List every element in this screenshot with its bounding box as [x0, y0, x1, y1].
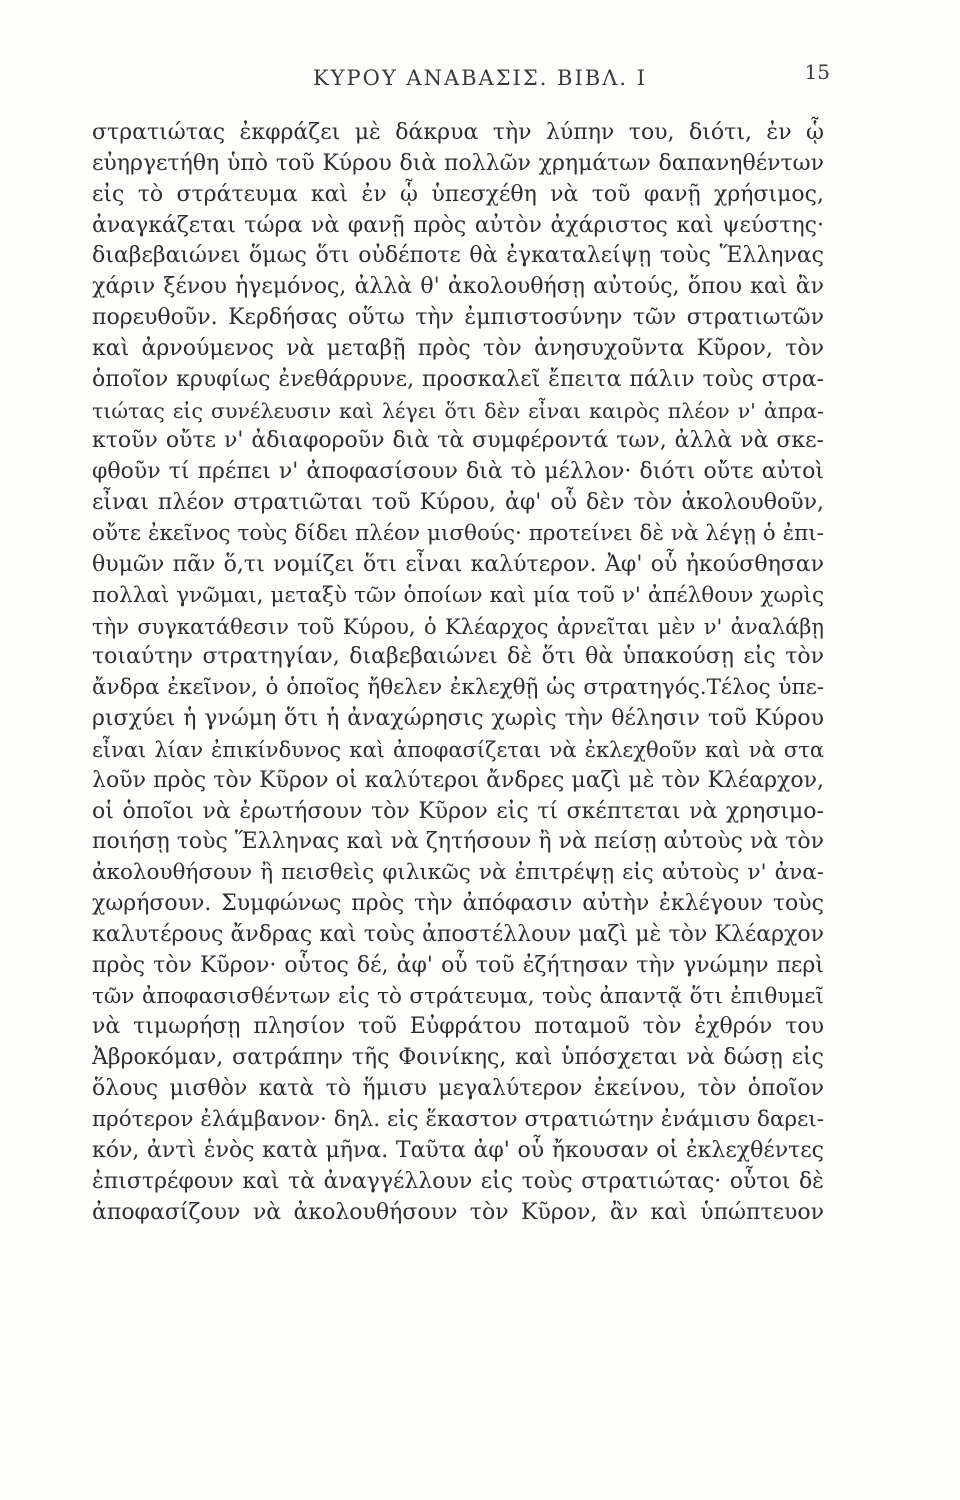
text-line: πρὸς τὸν Κῦρον· οὗτος δέ, ἀφ' οὗ τοῦ ἐζήτησαν τὴν γνώμην περὶ [92, 952, 824, 978]
text-line: τὴν συγκατάθεσιν τοῦ Κύρου, ὁ Κλέαρχος ἀρνεῖται μὲν ν' ἀναλάβῃ [92, 614, 824, 639]
text-line: πρότερον ἐλάμβανον· δηλ. εἰς ἕκαστον στρατιώτην ἐνάμισυ δαρει- [92, 1107, 824, 1132]
text-line: ἀποφασίζουν νὰ ἀκολουθήσουν τὸν Κῦρον, ἂν καὶ ὑπώπτευον [92, 1199, 824, 1225]
text-line: χάριν ξένου ἡγεμόνος, ἀλλὰ θ' ἀκολουθήσῃ αὐτούς, ὅπου καὶ ἂν [92, 274, 824, 300]
text-line: εὐηργετήθη ὑπὸ τοῦ Κύρου διὰ πολλῶν χρημάτων δαπανηθέντων [92, 150, 824, 176]
text-line: ἐπιστρέφουν καὶ τὰ ἀναγγέλλουν εἰς τοὺς στρατιώτας· οὗτοι δὲ [92, 1168, 824, 1194]
text-line: τιώτας εἰς συνέλευσιν καὶ λέγει ὅτι δὲν εἶναι καιρὸς πλέον ν' ἀπρα- [92, 398, 824, 423]
text-line: καὶ ἀρνούμενος νὰ μεταβῇ πρὸς τὸν ἀνησυχοῦντα Κῦρον, τὸν [92, 335, 824, 361]
text-line: καλυτέρους ἄνδρας καὶ τοὺς ἀποστέλλουν μαζὶ μὲ τὸν Κλέαρχον [92, 921, 824, 947]
text-line: φθοῦν τί πρέπει ν' ἀποφασίσουν διὰ τὸ μέλλον· διότι οὔτε αὐτοὶ [92, 459, 824, 485]
text-line: εἶναι πλέον στρατιῶται τοῦ Κύρου, ἀφ' οὗ δὲν τὸν ἀκολουθοῦν, [92, 490, 824, 516]
page-number: 15 [804, 60, 830, 84]
text-line: οἱ ὁποῖοι νὰ ἐρωτήσουν τὸν Κῦρον εἰς τί σκέπτεται νὰ χρησιμο- [92, 798, 824, 824]
text-line: πολλαὶ γνῶμαι, μεταξὺ τῶν ὁποίων καὶ μία τοῦ ν' ἀπέλθουν χωρὶς [92, 582, 824, 608]
text-line: κόν, ἀντὶ ἑνὸς κατὰ μῆνα. Ταῦτα ἀφ' οὗ ἤκουσαν οἱ ἐκλεχθέντες [92, 1137, 824, 1163]
page-header [0, 58, 960, 98]
text-line: ἄνδρα ἐκεῖνον, ὁ ὁποῖος ἤθελεν ἐκλεχθῇ ὡς στρατηγός.Τέλος ὑπε- [92, 675, 824, 701]
text-line: εἰς τὸ στράτευμα καὶ ἐν ᾧ ὑπεσχέθη νὰ τοῦ φανῇ χρήσιμος, [92, 181, 824, 207]
text-line: ποιήσῃ τοὺς Ἕλληνας καὶ νὰ ζητήσουν ἢ νὰ πείσῃ αὐτοὺς νὰ τὸν [92, 829, 824, 855]
text-line: ὁποῖον κρυφίως ἐνεθάρρυνε, προσκαλεῖ ἔπειτα πάλιν τοὺς στρα- [92, 366, 824, 392]
text-line: εἶναι λίαν ἐπικίνδυνος καὶ ἀποφασίζεται νὰ ἐκλεχθοῦν καὶ νὰ στα [92, 737, 824, 762]
text-line: λοῦν πρὸς τὸν Κῦρον οἱ καλύτεροι ἄνδρες μαζὶ μὲ τὸν Κλέαρχον, [92, 767, 824, 793]
text-line: θυμῶν πᾶν ὅ,τι νομίζει ὅτι εἶναι καλύτερον. Ἀφ' οὗ ἠκούσθησαν [92, 551, 824, 577]
text-line: πορευθοῦν. Κερδήσας οὕτω τὴν ἐμπιστοσύνην τῶν στρατιωτῶν [92, 305, 824, 331]
text-line: ἀκολουθήσουν ἢ πεισθεὶς φιλικῶς νὰ ἐπιτρέψῃ εἰς αὐτοὺς ν' ἀνα- [92, 860, 824, 886]
text-line: ἀναγκάζεται τώρα νὰ φανῇ πρὸς αὐτὸν ἀχάριστος καὶ ψεύστης· [92, 212, 824, 238]
text-line: διαβεβαιώνει ὅμως ὅτι οὐδέποτε θὰ ἐγκαταλείψῃ τοὺς Ἕλληνας [92, 243, 824, 269]
text-line: οὔτε ἐκεῖνος τοὺς δίδει πλέον μισθούς· προτείνει δὲ νὰ λέγῃ ὁ ἐπι- [92, 520, 824, 546]
text-line: κτοῦν οὔτε ν' ἀδιαφοροῦν διὰ τὰ συμφέροντά των, ἀλλὰ νὰ σκε- [92, 428, 824, 454]
running-title: ΚΥΡΟΥ ΑΝΑΒΑΣΙΣ. ΒΙΒΛ. Ι [312, 66, 648, 90]
text-line: Ἀβροκόμαν, σατράπην τῆς Φοινίκης, καὶ ὑπόσχεται νὰ δώσῃ εἰς [92, 1045, 824, 1071]
text-line: ὅλους μισθὸν κατὰ τὸ ἥμισυ μεγαλύτερον ἐκείνου, τὸν ὁποῖον [92, 1076, 824, 1102]
text-line: νὰ τιμωρήσῃ πλησίον τοῦ Εὐφράτου ποταμοῦ τὸν ἐχθρόν του [92, 1014, 824, 1040]
text-line: τοιαύτην στρατηγίαν, διαβεβαιώνει δὲ ὅτι θὰ ὑπακούσῃ εἰς τὸν [92, 644, 824, 670]
text-line: χωρήσουν. Συμφώνως πρὸς τὴν ἀπόφασιν αὐτὴν ἐκλέγουν τοὺς [92, 891, 824, 917]
text-line: στρατιώτας ἐκφράζει μὲ δάκρυα τὴν λύπην του, διότι, ἐν ᾧ [92, 120, 824, 145]
text-line: τῶν ἀποφασισθέντων εἰς τὸ στράτευμα, τοὺς ἀπαντᾷ ὅτι ἐπιθυμεῖ [92, 983, 824, 1009]
text-line: ρισχύει ἡ γνώμη ὅτι ἡ ἀναχώρησις χωρὶς τὴν θέλησιν τοῦ Κύρου [92, 706, 824, 732]
body-text [92, 118, 824, 1228]
